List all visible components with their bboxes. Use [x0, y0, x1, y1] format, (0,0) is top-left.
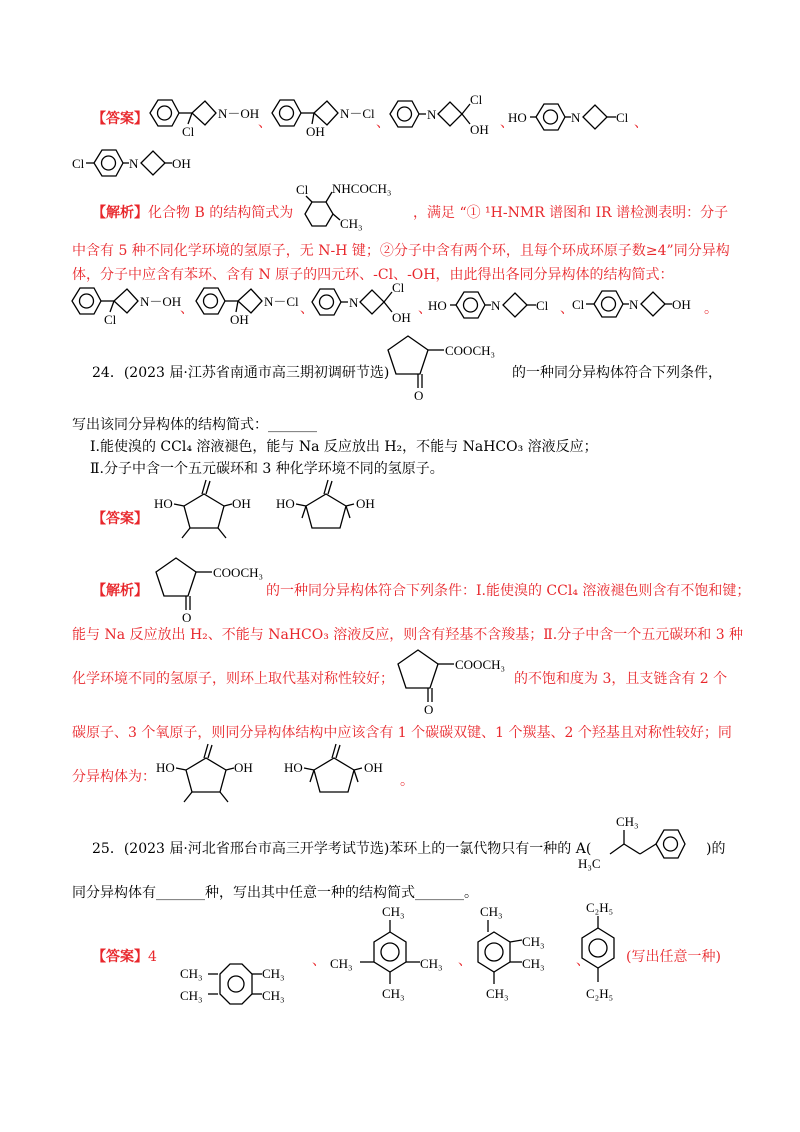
svg-text:OH: OH	[232, 496, 251, 511]
end-mark: 。	[400, 773, 414, 789]
separator: 、	[180, 301, 194, 317]
analysis-24-line3b: 的不饱和度为 3，且支链含有 2 个	[514, 671, 728, 687]
svg-text:CH₃: CH₃	[616, 814, 639, 829]
svg-text:NHCOCH₃: NHCOCH₃	[332, 181, 392, 196]
structure-25-tetramethylbenzene	[178, 960, 308, 1006]
end-mark: 。	[704, 301, 718, 317]
structure-25-compound-a	[576, 812, 706, 872]
answer-25-note: (写出任意一种)	[626, 949, 721, 965]
separator: 、	[418, 301, 432, 317]
svg-text:N: N	[349, 295, 359, 310]
structure-25-durene-isomer	[328, 900, 458, 1012]
structure-23-a2	[272, 96, 375, 140]
svg-text:COOCH₃: COOCH₃	[213, 565, 264, 580]
structure-23-b1	[72, 284, 182, 328]
separator: 、	[560, 301, 574, 317]
svg-text:HO: HO	[276, 496, 295, 511]
svg-text:Cl: Cl	[296, 182, 309, 197]
svg-text:HO: HO	[428, 298, 447, 313]
svg-text:O: O	[414, 388, 424, 403]
svg-text:CH₃: CH₃	[522, 956, 545, 971]
svg-text:CH₃: CH₃	[382, 986, 405, 1001]
question-24-stem: 24．(2023 届·江苏省南通市高三期初调研节选)	[92, 365, 390, 381]
question-24-condition-2: Ⅱ.分子中含一个五元碳环和 3 种化学环境不同的氢原子。	[90, 461, 444, 477]
svg-text:CH₃: CH₃	[180, 988, 203, 1003]
svg-text:Cl: Cl	[182, 124, 195, 139]
svg-text:CH₃: CH₃	[330, 956, 353, 971]
question-25-stem-tail: )的	[706, 841, 726, 857]
svg-text:OH: OH	[364, 760, 383, 775]
analysis-label-24: 【解析】	[92, 583, 148, 599]
svg-text:OH: OH	[306, 124, 325, 139]
svg-text:N: N	[129, 156, 139, 171]
analysis-23-line2: 中含有 5 种不同化学环境的氢原子，无 N-H 键；②分子中含有两个环，且每个环成环原子数≥4”同分异构	[72, 243, 730, 259]
structure-23-b2	[196, 284, 299, 328]
analysis-24-line4: 碳原子、3 个氧原子，则同分异构体结构中应该含有 1 个碳碳双键、1 个羰基、2 个羟基且对称性较好；同	[72, 725, 732, 741]
svg-text:O: O	[182, 610, 192, 625]
svg-text:Cl: Cl	[72, 156, 85, 171]
svg-text:Cl: Cl	[536, 298, 549, 313]
structure-23-a4	[508, 96, 638, 140]
svg-text:CH₃: CH₃	[522, 934, 545, 949]
svg-text:HO: HO	[508, 110, 527, 125]
structure-24-analysis-ans-2	[280, 740, 400, 812]
question-24-stem-tail: 的一种同分异构体符合下列条件，	[512, 365, 722, 381]
analysis-24-line1: 的一种同分异构体符合下列条件：Ⅰ.能使溴的 CCl₄ 溶液褪色则含有不饱和键；	[266, 583, 751, 599]
svg-text:HO: HO	[154, 496, 173, 511]
separator: 、	[634, 115, 648, 131]
structure-23-b4	[428, 284, 558, 328]
structure-25-prehnitene-isomer	[468, 900, 588, 1012]
svg-text:OH: OH	[172, 156, 191, 171]
svg-text:Cl: Cl	[616, 110, 629, 125]
structure-24-analysis-1	[146, 552, 276, 624]
svg-text:CH₃: CH₃	[340, 216, 363, 231]
question-24-prompt: 写出该同分异构体的结构简式：_______	[72, 417, 317, 433]
svg-text:H₃C: H₃C	[578, 856, 601, 871]
svg-text:OH: OH	[230, 312, 249, 327]
analysis-24-line2: 能与 Na 反应放出 H₂、不能与 NaHCO₃ 溶液反应，则含有羟基不含羧基；Ⅱ.分子中含一个五元碳环和 3 种	[72, 627, 744, 643]
svg-text:N: N	[571, 110, 581, 125]
analysis-24-line5: 分异构体为：	[72, 769, 156, 785]
svg-text:N: N	[629, 297, 639, 312]
structure-24-analysis-ans-1	[152, 740, 262, 812]
svg-text:O: O	[424, 702, 434, 717]
structure-23-a1	[150, 96, 260, 140]
svg-text:OH: OH	[672, 297, 691, 312]
svg-text:OH: OH	[356, 496, 375, 511]
question-25-prompt: 同分异构体有_______种，写出其中任意一种的结构简式_______。	[72, 885, 478, 901]
svg-text:CH₃: CH₃	[262, 966, 285, 981]
separator: 、	[258, 115, 272, 131]
structure-23-b3	[312, 280, 422, 330]
svg-text:HO: HO	[284, 760, 303, 775]
answer-label-23: 【答案】	[92, 111, 148, 127]
svg-text:N: N	[427, 107, 437, 122]
svg-text:Cl: Cl	[470, 92, 483, 107]
svg-text:HO: HO	[156, 760, 175, 775]
analysis-23-line1b: ，满足 “① ¹H-NMR 谱图和 IR 谱检测表明：分子	[413, 205, 729, 221]
svg-text:N－Cl: N－Cl	[340, 106, 375, 121]
separator: 、	[576, 953, 590, 969]
svg-text:N－OH: N－OH	[140, 294, 182, 309]
structure-23-a3	[390, 92, 500, 142]
answer-25: 【答案】4	[92, 949, 157, 965]
structure-23-b5	[572, 284, 702, 328]
svg-text:C₂H₅: C₂H₅	[586, 986, 614, 1001]
separator: 、	[376, 115, 390, 131]
svg-text:CH₃: CH₃	[180, 966, 203, 981]
answer-label-24: 【答案】	[92, 511, 148, 527]
structure-24-answer-2	[272, 476, 392, 548]
svg-text:N－OH: N－OH	[218, 106, 260, 121]
analysis-23-line3: 体，分子中应含有苯环、含有 N 原子的四元环、-Cl、-OH，由此得出各同分异构体的结构简式：	[72, 267, 674, 283]
question-24-condition-1: Ⅰ.能使溴的 CCl₄ 溶液褪色，能与 Na 反应放出 H₂，不能与 NaHCO₃ 溶液反应；	[90, 439, 598, 455]
analysis-24-line3a: 化学环境不同的氢原子，则环上取代基对称性较好；	[72, 671, 394, 687]
svg-text:OH: OH	[234, 760, 253, 775]
svg-text:N: N	[491, 298, 501, 313]
structure-24-analysis-2	[388, 644, 518, 716]
svg-text:COOCH₃: COOCH₃	[455, 657, 506, 672]
svg-text:CH₃: CH₃	[420, 956, 443, 971]
svg-text:Cl: Cl	[392, 280, 405, 295]
svg-text:CH₃: CH₃	[382, 904, 405, 919]
svg-text:CH₃: CH₃	[486, 986, 509, 1001]
svg-text:N－Cl: N－Cl	[264, 294, 299, 309]
structure-24-methyl-oxocyclopentanecarboxylate	[378, 330, 508, 402]
svg-text:COOCH₃: COOCH₃	[445, 343, 496, 358]
separator: 、	[312, 953, 326, 969]
svg-text:CH₃: CH₃	[262, 988, 285, 1003]
structure-23-a5	[72, 143, 202, 187]
svg-text:C₂H₅: C₂H₅	[586, 900, 614, 915]
svg-text:OH: OH	[470, 122, 489, 137]
separator: 、	[458, 953, 472, 969]
analysis-23-line1: 【解析】化合物 B 的结构简式为	[92, 205, 294, 221]
svg-text:Cl: Cl	[572, 297, 585, 312]
structure-24-answer-1	[150, 476, 260, 548]
svg-text:Cl: Cl	[104, 312, 117, 327]
separator: 、	[300, 301, 314, 317]
question-25-stem: 25．(2023 届·河北省邢台市高三开学考试节选)苯环上的一氯代物只有一种的 A(	[92, 841, 592, 857]
structure-23-compound-b	[294, 180, 424, 232]
svg-text:OH: OH	[392, 310, 411, 325]
svg-text:CH₃: CH₃	[480, 904, 503, 919]
separator: 、	[500, 115, 514, 131]
